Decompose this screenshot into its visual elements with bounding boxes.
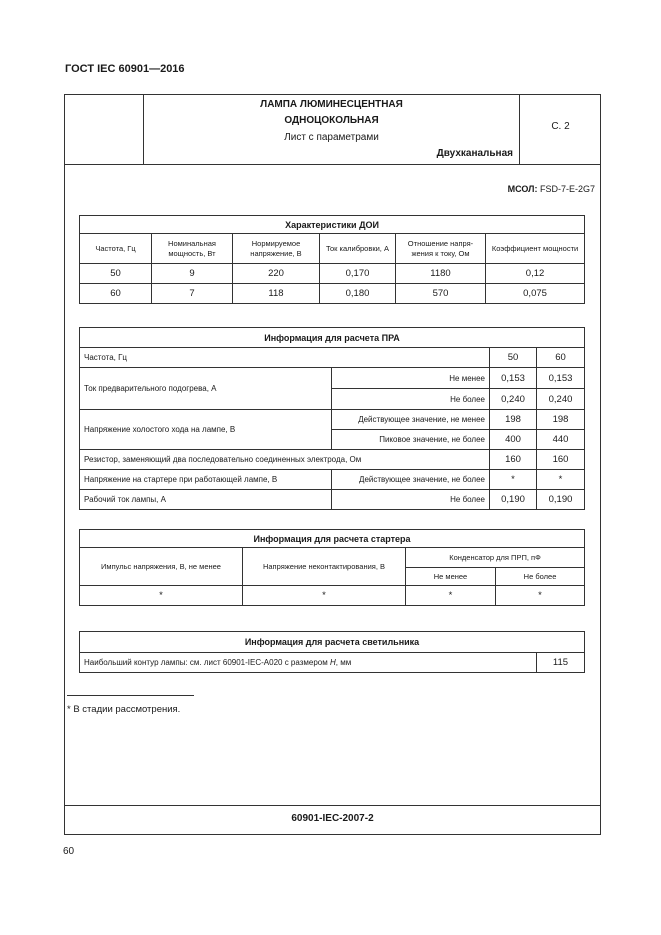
luminaire-table — [79, 631, 585, 673]
pra-cell: 198 — [490, 410, 537, 430]
mcol-value: FSD-7-E-2G7 — [539, 184, 595, 194]
pra-cell: 400 — [490, 430, 537, 450]
doi-cell: 570 — [396, 284, 486, 304]
sheet-title-line1: ЛАМПА ЛЮМИНЕСЦЕНТНАЯ — [260, 99, 403, 110]
doi-cell: 1180 — [396, 264, 486, 284]
starter-header: Не менее — [406, 568, 496, 586]
doi-cell: 60 — [80, 284, 152, 304]
pra-cell: * — [490, 470, 537, 490]
table-row — [80, 586, 585, 606]
doi-cell: 50 — [80, 264, 152, 284]
table-row — [80, 653, 585, 673]
pra-cell: 0,190 — [490, 490, 537, 510]
pra-cell: 50 — [490, 348, 537, 368]
starter-table — [79, 529, 585, 606]
header-divider — [64, 164, 601, 165]
pra-table — [79, 327, 585, 510]
pra-label: Частота, Гц — [80, 348, 490, 368]
pra-label: Резистор, заменяющий два последовательно соединенных электрода, Ом — [80, 450, 490, 470]
luminaire-value: 115 — [537, 653, 585, 673]
luminaire-title: Информация для расчета светильника — [80, 632, 585, 653]
pra-cell: 440 — [537, 430, 585, 450]
table-row — [80, 264, 585, 284]
starter-header: Напряжение неконтактирования, В — [243, 548, 406, 586]
starter-header: Импульс напряжения, В, не менее — [80, 548, 243, 586]
footer-divider — [64, 805, 601, 806]
luminaire-label: Наибольший контур лампы: см. лист 60901-IEC-A020 с размером H, мм — [80, 653, 537, 673]
pra-cell: 160 — [537, 450, 585, 470]
pra-label: Ток предварительного подогрева, А — [80, 368, 332, 410]
doi-cell: 9 — [152, 264, 233, 284]
sheet-number: С. 2 — [551, 121, 570, 132]
pra-label: Напряжение холостого хода на лампе, В — [80, 410, 332, 450]
doi-cell: 118 — [233, 284, 320, 304]
doi-cell: 0,075 — [486, 284, 585, 304]
doi-table — [79, 215, 585, 304]
pra-sublabel: Действующее значение, не более — [332, 470, 490, 490]
doi-header: Отношение напря-жения к току, Ом — [396, 234, 486, 264]
pra-cell: 0,153 — [490, 368, 537, 389]
table-row — [80, 450, 585, 470]
starter-cell: * — [243, 586, 406, 606]
table-row — [80, 410, 585, 430]
starter-cell: * — [80, 586, 243, 606]
pra-sublabel: Не менее — [332, 368, 490, 389]
pra-sublabel: Не более — [332, 389, 490, 410]
pra-title: Информация для расчета ПРА — [80, 328, 585, 348]
mcol-designation — [400, 184, 595, 194]
doi-cell: 0,180 — [320, 284, 396, 304]
pra-sublabel: Действующее значение, не менее — [332, 410, 490, 430]
starter-header: Конденсатор для ПРП, пФ — [406, 548, 585, 568]
doi-header: Коэффициент мощности — [486, 234, 585, 264]
pra-cell: 0,153 — [537, 368, 585, 389]
doi-cell: 7 — [152, 284, 233, 304]
footnote-divider — [67, 695, 194, 696]
sheet-code: 60901-IEC-2007-2 — [291, 813, 374, 824]
doi-header: Частота, Гц — [80, 234, 152, 264]
table-row — [80, 368, 585, 389]
pra-cell: 198 — [537, 410, 585, 430]
doi-header: Ток калибровки, А — [320, 234, 396, 264]
starter-title: Информация для расчета стартера — [80, 530, 585, 548]
pra-label: Напряжение на стартере при работающей лампе, В — [80, 470, 332, 490]
pra-cell: * — [537, 470, 585, 490]
pra-cell: 0,240 — [537, 389, 585, 410]
standard-id: ГОСТ IEC 60901—2016 — [65, 63, 185, 75]
pra-sublabel: Пиковое значение, не более — [332, 430, 490, 450]
lamp-subtype: Двухканальная — [436, 148, 513, 159]
sheet-subtitle: Лист с параметрами — [284, 132, 379, 143]
page-number: 60 — [63, 846, 75, 857]
pra-cell: 60 — [537, 348, 585, 368]
footnote: * В стадии рассмотрения. — [67, 704, 181, 715]
table-row — [80, 490, 585, 510]
doi-cell: 0,12 — [486, 264, 585, 284]
doi-cell: 220 — [233, 264, 320, 284]
doi-title: Характеристики ДОИ — [80, 216, 585, 234]
pra-cell: 0,190 — [537, 490, 585, 510]
sheet-title-line2: ОДНОЦОКОЛЬНАЯ — [284, 115, 379, 126]
starter-cell: * — [496, 586, 585, 606]
starter-header: Не более — [496, 568, 585, 586]
starter-cell: * — [406, 586, 496, 606]
table-row — [80, 470, 585, 490]
pra-cell: 160 — [490, 450, 537, 470]
doi-header: Номинальная мощность, Вт — [152, 234, 233, 264]
table-row — [80, 284, 585, 304]
pra-label: Рабочий ток лампы, А — [80, 490, 332, 510]
pra-sublabel: Не более — [332, 490, 490, 510]
doi-header: Нормируемое напряжение, В — [233, 234, 320, 264]
pra-cell: 0,240 — [490, 389, 537, 410]
doi-cell: 0,170 — [320, 264, 396, 284]
table-row — [80, 348, 585, 368]
mcol-label: МСОЛ: — [507, 184, 538, 194]
